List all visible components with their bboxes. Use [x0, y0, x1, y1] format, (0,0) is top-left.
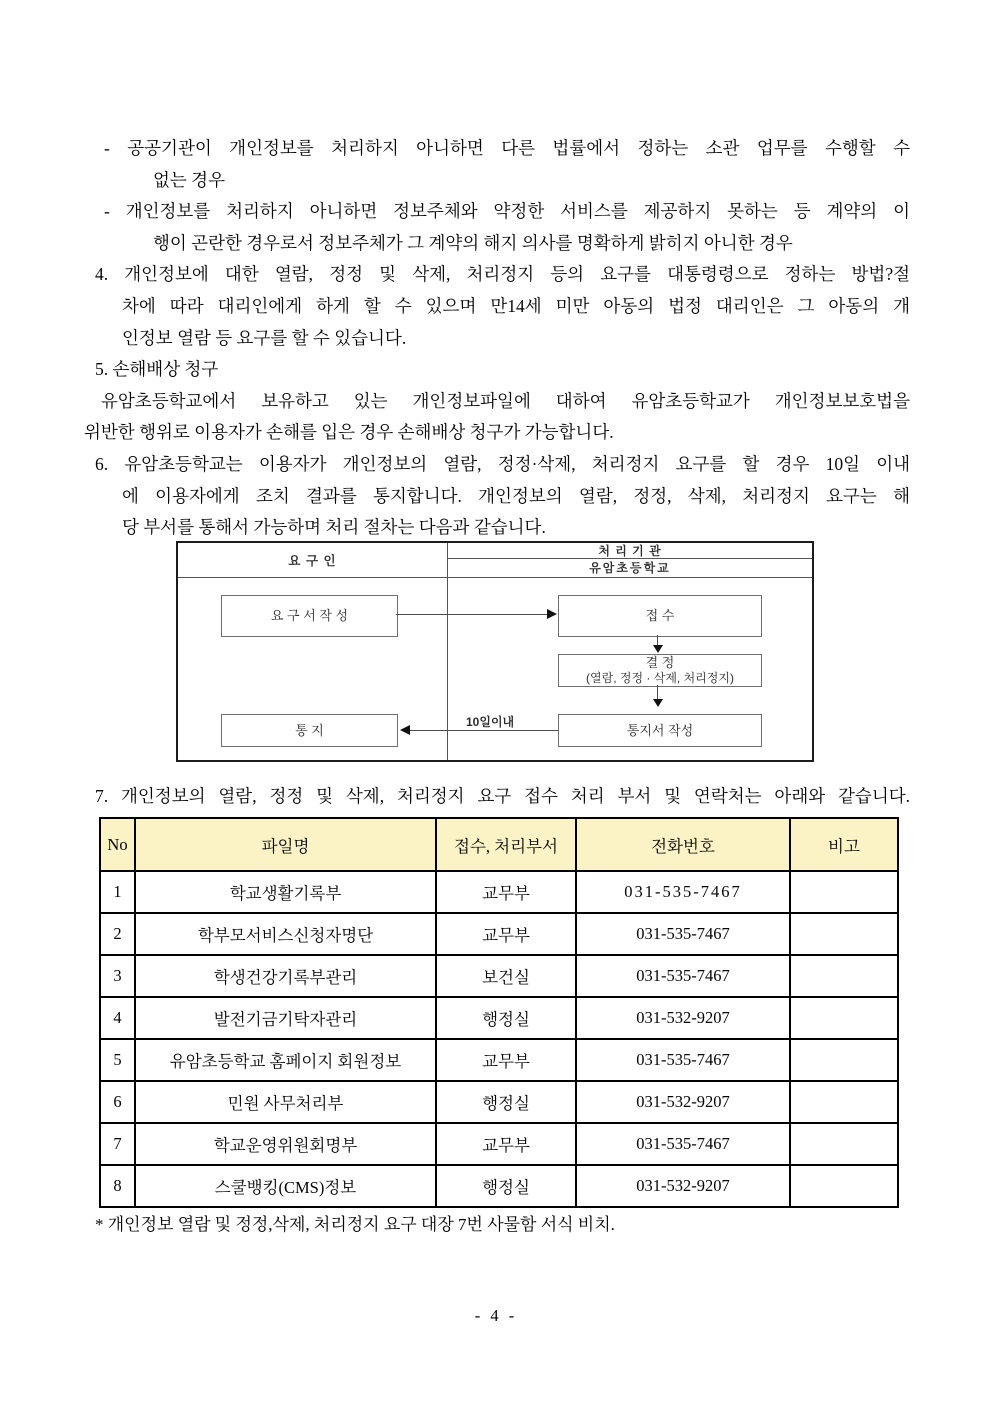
cell-note [790, 1165, 898, 1207]
cell-note [790, 871, 898, 913]
cell-note [790, 1081, 898, 1123]
cell-dept: 보건실 [436, 955, 576, 997]
body-line: 에 이용자에게 조치 결과를 통지합니다. 개인정보의 열람, 정정, 삭제, 처리정지 요구는 해 [122, 485, 910, 506]
flow-box-write-request [221, 595, 398, 637]
body-line: 행이 곤란한 경우로서 정보주체가 그 계약의 해지 의사를 명확하게 밝히지 아니한 경우 [153, 232, 793, 253]
table-row [100, 1165, 898, 1207]
header-file: 파일명 [135, 818, 436, 871]
cell-dept: 교무부 [436, 1123, 576, 1165]
body-line: - 개인정보를 처리하지 아니하면 정보주체와 약정한 서비스를 제공하지 못하는 등 계약의 이 [104, 201, 910, 222]
flow-box-notify [221, 714, 398, 747]
cell-file: 학교운영위원회명부 [135, 1123, 436, 1165]
body-line: 당 부서를 통해서 가능하며 처리 절차는 다음과 같습니다. [122, 517, 546, 538]
cell-file: 학부모서비스신청자명단 [135, 913, 436, 955]
table-row [100, 871, 898, 913]
body-line: 위반한 행위로 이용자가 손해를 입은 경우 손해배상 청구가 가능합니다. [84, 422, 614, 443]
body-line: 유암초등학교에서 보유하고 있는 개인정보파일에 대하여 유암초등학교가 개인정보보호법을 [101, 390, 910, 411]
cell-file: 학생건강기록부관리 [135, 955, 436, 997]
item7-text [84, 781, 910, 813]
cell-no: 8 [100, 1165, 135, 1207]
page-number: - 4 - [474, 1306, 518, 1325]
header-note: 비고 [790, 818, 898, 871]
cell-phone: 031-535-7467 [576, 955, 790, 997]
header-no: No [100, 818, 135, 871]
cell-note [790, 955, 898, 997]
body-text [84, 133, 910, 544]
cell-phone: 031-535-7467 [576, 913, 790, 955]
arrow-line [657, 685, 658, 699]
cell-phone: 031-535-7467 [576, 1039, 790, 1081]
arrow-right-icon [547, 609, 557, 619]
cell-no: 5 [100, 1039, 135, 1081]
contact-table [99, 817, 899, 1208]
cell-file: 학교생활기록부 [135, 871, 436, 913]
table-row [100, 1039, 898, 1081]
flow-box-receive [558, 595, 762, 637]
table-row [100, 997, 898, 1039]
body-line: 5. 손해배상 청구 [95, 359, 219, 380]
header-bottom-line [178, 577, 812, 578]
cell-no: 7 [100, 1123, 135, 1165]
header-dept: 접수, 처리부서 [436, 818, 576, 871]
header-phone: 전화번호 [576, 818, 790, 871]
cell-file: 스쿨뱅킹(CMS)정보 [135, 1165, 436, 1207]
cell-no: 4 [100, 997, 135, 1039]
cell-dept: 행정실 [436, 1081, 576, 1123]
table-row [100, 955, 898, 997]
cell-dept: 행정실 [436, 997, 576, 1039]
cell-phone: 031-532-9207 [576, 1165, 790, 1207]
flow-box-sublabel: (열람, 정정 · 삭제, 처리정지) [586, 671, 734, 685]
cell-note [790, 1039, 898, 1081]
arrow-duration-label: 10일이내 [466, 715, 515, 729]
flow-box-decide [558, 654, 762, 687]
cell-phone: 031-532-9207 [576, 997, 790, 1039]
cell-no: 2 [100, 913, 135, 955]
arrow-line [396, 614, 548, 615]
flow-box-label: 통지서 작성 [626, 722, 694, 738]
table-row [100, 1123, 898, 1165]
arrow-down-icon [653, 645, 663, 653]
cell-phone: 031-535-7467 [576, 1123, 790, 1165]
cell-dept: 교무부 [436, 871, 576, 913]
cell-note [790, 1123, 898, 1165]
arrow-line [410, 730, 558, 731]
body-line: 없는 경우 [153, 169, 225, 190]
arrow-down-icon [653, 699, 663, 707]
body-line: 인정보 열람 등 요구를 할 수 있습니다. [122, 327, 407, 348]
agency-column-header: 처 리 기 관 [598, 544, 662, 558]
cell-note [790, 913, 898, 955]
table-row [100, 1081, 898, 1123]
cell-no: 3 [100, 955, 135, 997]
body-line: 6. 유암초등학교는 이용자가 개인정보의 열람, 정정·삭제, 처리정지 요구를 할 경우 10일 이내 [95, 453, 910, 474]
cell-phone: 031-532-9207 [576, 1081, 790, 1123]
flow-box-write-notice [558, 714, 762, 747]
body-line: - 공공기관이 개인정보를 처리하지 아니하면 다른 법률에서 정하는 소관 업무를 수행할 수 [104, 138, 910, 158]
body-line: 차에 따라 대리인에게 하게 할 수 있으며 만14세 미만 아동의 법정 대리인은 그 아동의 개 [122, 295, 910, 316]
cell-dept: 교무부 [436, 913, 576, 955]
body-line: 7. 개인정보의 열람, 정정 및 삭제, 처리정지 요구 접수 처리 부서 및 연락처는 아래와 같습니다. [95, 786, 910, 806]
table-header-row [100, 818, 898, 871]
cell-dept: 행정실 [436, 1165, 576, 1207]
cell-dept: 교무부 [436, 1039, 576, 1081]
table-row [100, 913, 898, 955]
cell-no: 6 [100, 1081, 135, 1123]
process-flowchart [176, 541, 814, 762]
requester-column-header: 요 구 인 [288, 554, 337, 568]
flow-box-label: 접 수 [645, 608, 675, 623]
arrow-line [657, 635, 658, 645]
cell-note [790, 997, 898, 1039]
arrow-left-icon [400, 725, 410, 735]
cell-file: 민원 사무처리부 [135, 1081, 436, 1123]
flow-box-label: 통 지 [295, 722, 324, 738]
cell-file: 발전기금기탁자관리 [135, 997, 436, 1039]
flow-box-label: 결 정 [645, 655, 675, 670]
agency-name-header: 유암초등학교 [589, 561, 671, 575]
body-line: 4. 개인정보에 대한 열람, 정정 및 삭제, 처리정지 등의 요구를 대통령령으로 정하는 방법?절 [95, 264, 910, 285]
cell-no: 1 [100, 871, 135, 913]
cell-phone: 031-535-7467 [576, 871, 790, 913]
cell-file: 유암초등학교 홈페이지 회원정보 [135, 1039, 436, 1081]
table-footnote: * 개인정보 열람 및 정정,삭제, 처리정지 요구 대장 7번 사물함 서식 비치. [95, 1215, 615, 1234]
flow-box-label: 요 구 서 작 성 [270, 608, 349, 623]
